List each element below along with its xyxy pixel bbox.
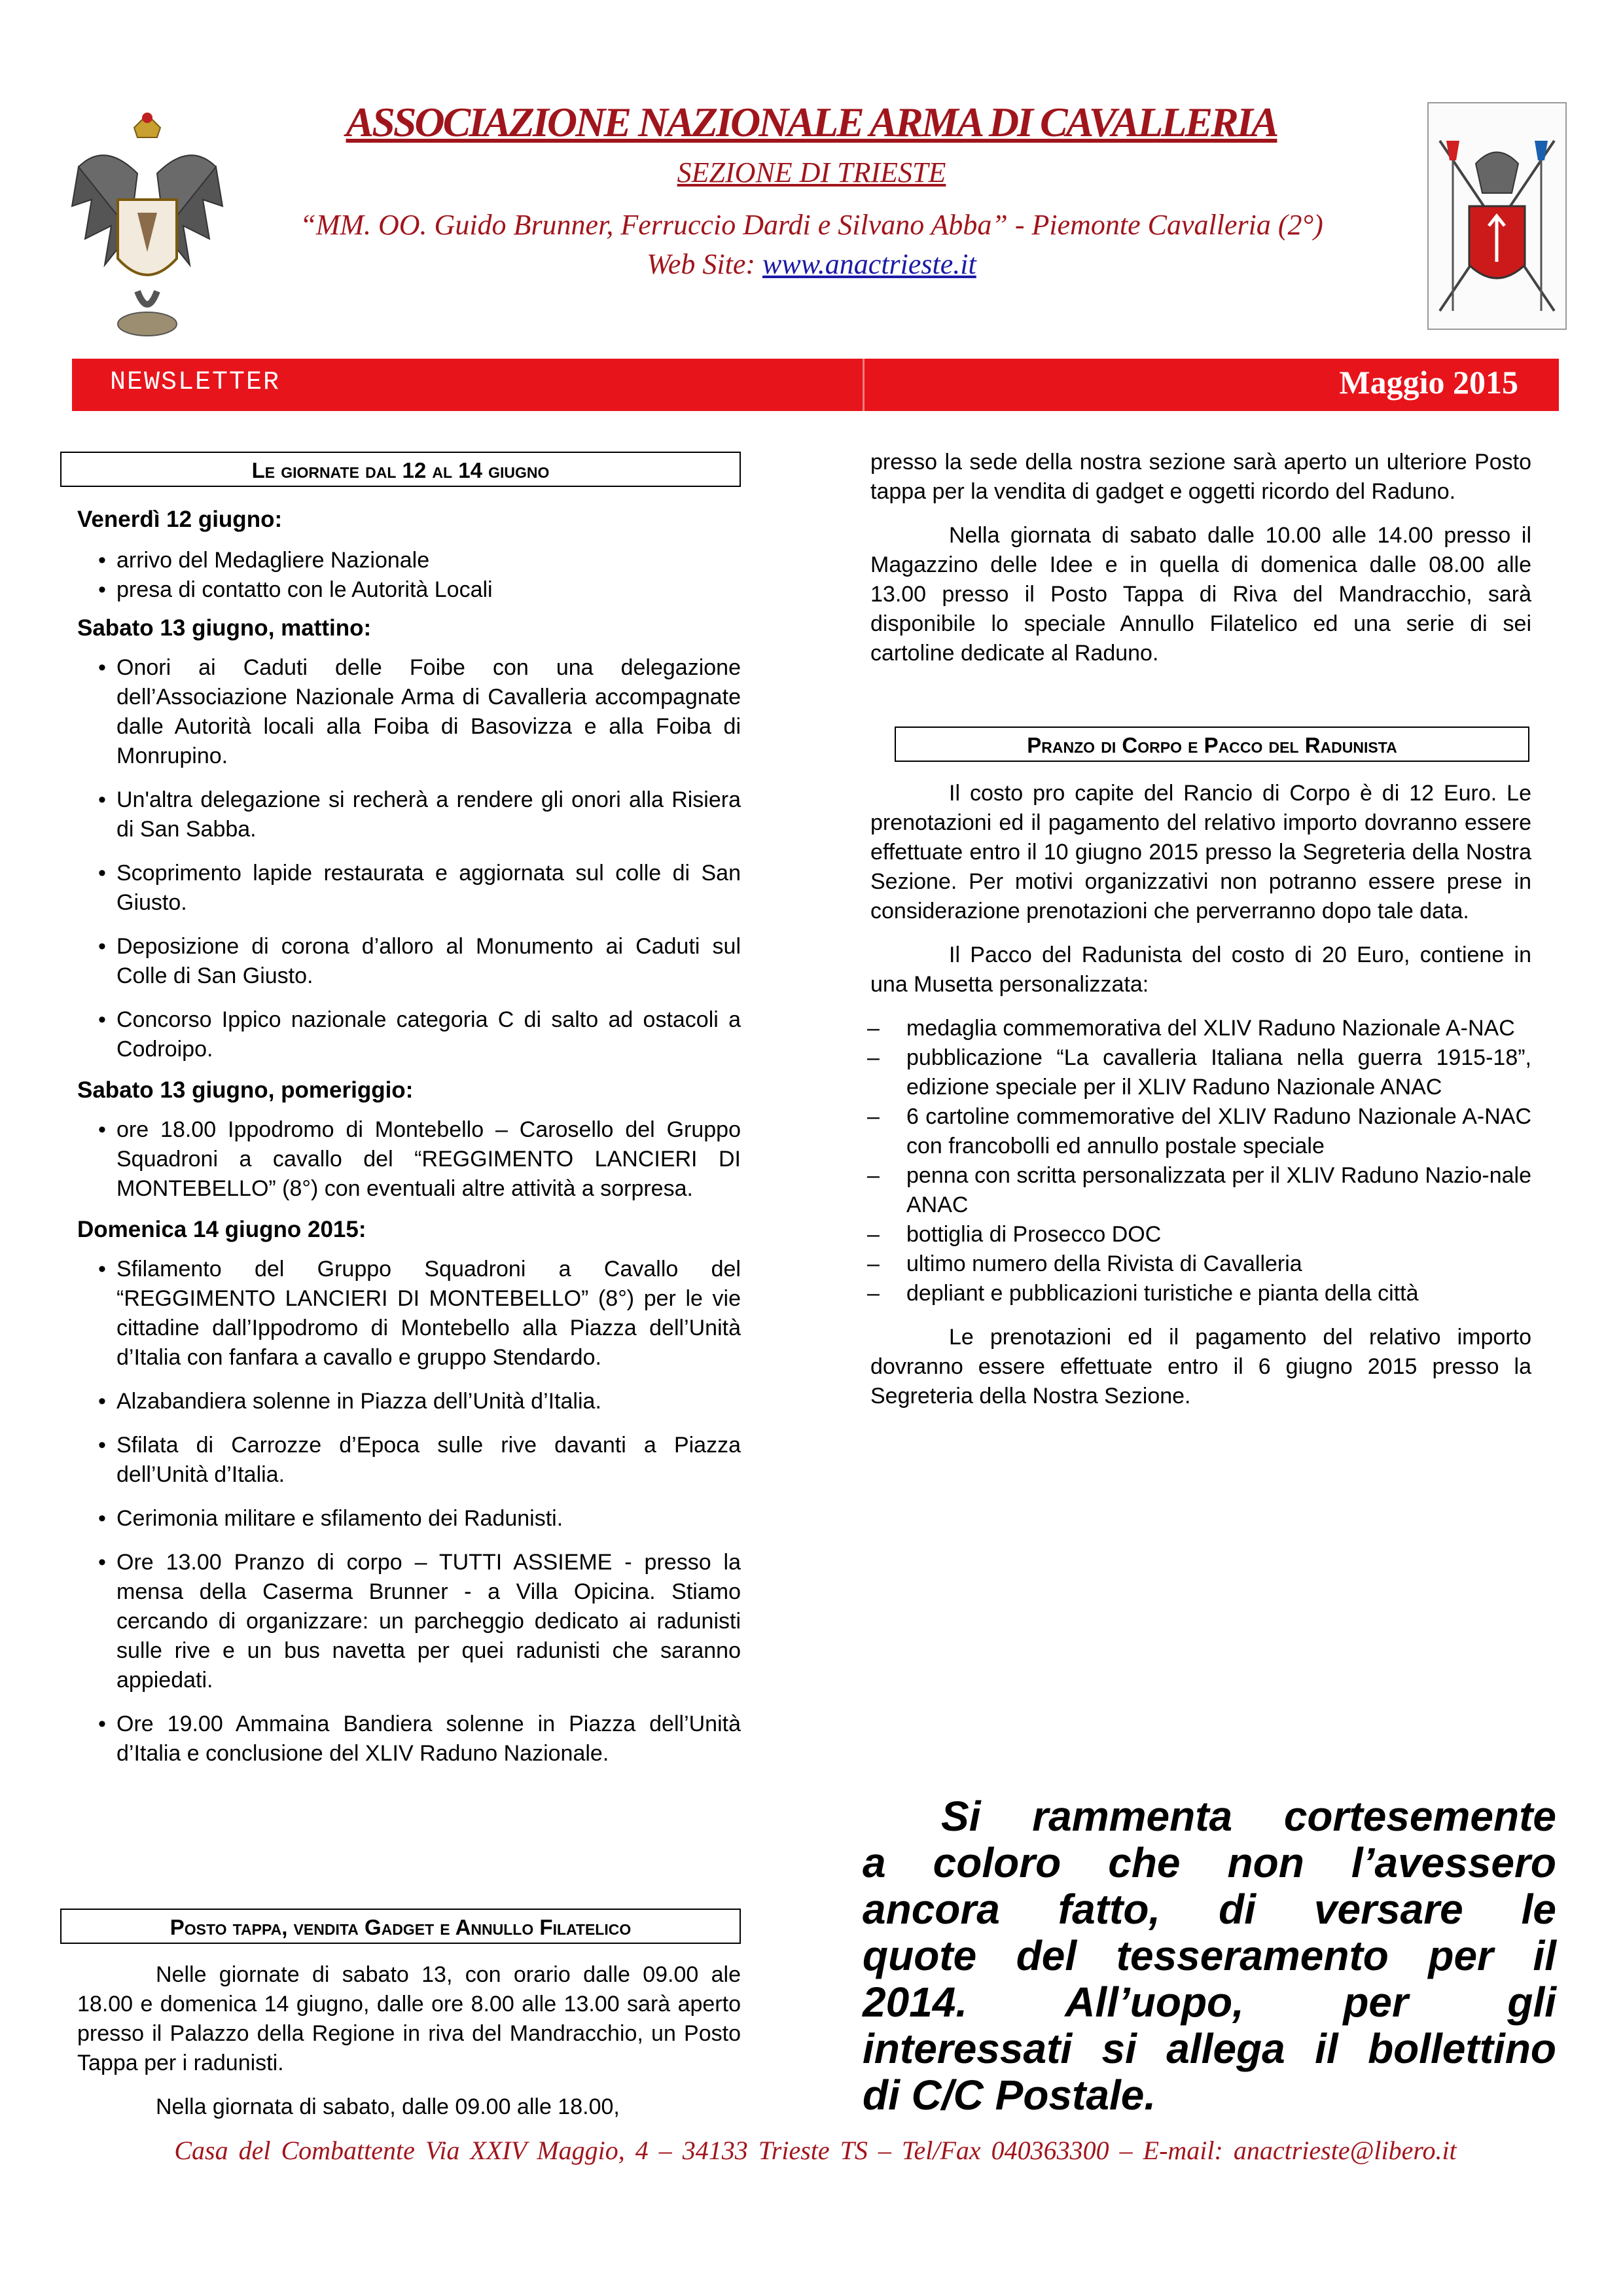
membership-reminder xyxy=(863,1793,1556,2119)
website-line xyxy=(262,247,1361,281)
section-title-pranzo: Pranzo di Corpo e Pacco del Radunista xyxy=(895,726,1529,762)
reminder-line: Si rammenta cortesemente xyxy=(941,1793,1556,1840)
reminder-line: ancora fatto, di versare le xyxy=(863,1886,1556,1933)
paragraph: Il costo pro capite del Rancio di Corpo è di 12 Euro. Le prenotazioni ed il pagamento del relativo importo dovranno essere effettuate entro il 10 giugno 2015 presso la Segreteria della Nostra Sezione. Per motivi organizzativi non potranno essere prese in considerazione prenotazioni che perverranno dopo tale data. xyxy=(870,781,1531,924)
right-column-body xyxy=(870,779,1531,1411)
list-item: • Cerimonia militare e sfilamento dei Radunisti. xyxy=(77,1504,741,1534)
pack-contents-list xyxy=(867,1014,1531,1308)
list-item: – pubblicazione “La cavalleria Italiana nella guerra 1915-18”, edizione speciale per il XLIV Raduno Nazionale ANAC xyxy=(867,1043,1531,1102)
paragraph: presso la sede della nostra sezione sarà aperto un ulteriore Posto tappa per la vendita di gadget e oggetti ricordo del Raduno. xyxy=(870,450,1531,504)
reminder-line: a coloro che non l’avessero xyxy=(863,1839,1556,1886)
list-item: – bottiglia di Prosecco DOC xyxy=(867,1220,1531,1249)
list-item: • ore 18.00 Ippodromo di Montebello – Carosello del Gruppo Squadroni a cavallo del “REGGIMENTO LANCIERI DI MONTEBELLO” (8°) con eventuali altre attività a sorpresa. xyxy=(77,1115,741,1204)
reminder-line: quote del tesseramento per il xyxy=(863,1932,1556,1979)
list-item: – penna con scritta personalizzata per il XLIV Raduno Nazio-nale ANAC xyxy=(867,1161,1531,1220)
section-title-days: Le giornate dal 12 al 14 giugno xyxy=(60,452,741,487)
paragraph: Il Pacco del Radunista del costo di 20 Euro, contiene in una Musetta personalizzata: xyxy=(870,942,1531,997)
list-item: • Un'altra delegazione si recherà a rendere gli onori alla Risiera di San Sabba. xyxy=(77,785,741,844)
list-item: • Scoprimento lapide restaurata e aggiornata sul colle di San Giusto. xyxy=(77,859,741,918)
saturday-morning-list xyxy=(77,653,741,1064)
list-item: • Deposizione di corona d’alloro al Monumento ai Caduti sul Colle di San Giusto. xyxy=(77,932,741,991)
saturday-afternoon-list xyxy=(77,1115,741,1204)
day-heading-friday: Venerdì 12 giugno: xyxy=(77,507,283,532)
reminder-line: interessati si allega il bollettino xyxy=(863,2025,1556,2072)
left-column xyxy=(77,504,741,1768)
footer-contact: Casa del Combattente Via XXIV Maggio, 4 – 34133 Trieste TS – Tel/Fax 040363300 – E-mail: anactrieste@libero.it xyxy=(174,2136,1457,2165)
sunday-list xyxy=(77,1255,741,1768)
right-column-top xyxy=(870,448,1531,668)
list-item: • Sfilata di Carrozze d’Epoca sulle rive davanti a Piazza dell’Unità d’Italia. xyxy=(77,1431,741,1490)
list-item: • Ore 13.00 Pranzo di corpo – TUTTI ASSIEME - presso la mensa della Caserma Brunner - a Villa Opicina. Stiamo cercando di organizzare: un parcheggio dedicato ai radunisti sulle rive e un bus navetta per quei radunisti che saranno appiedati. xyxy=(77,1548,741,1695)
coat-of-arms-left xyxy=(65,101,229,340)
association-title: ASSOCIAZIONE NAZIONALE ARMA DI CAVALLERIA xyxy=(346,99,1277,145)
list-item: – depliant e pubblicazioni turistiche e pianta della città xyxy=(867,1279,1531,1308)
list-item: • arrivo del Medagliere Nazionale xyxy=(77,546,741,575)
list-item: – ultimo numero della Rivista di Cavalleria xyxy=(867,1249,1531,1279)
section-title-posto-tappa: Posto tappa, vendita Gadget e Annullo Filatelico xyxy=(60,1909,741,1944)
newsletter-banner xyxy=(72,359,1559,411)
section-emblem-right xyxy=(1427,101,1567,331)
list-item: • Sfilamento del Gruppo Squadroni a Cavallo del “REGGIMENTO LANCIERI DI MONTEBELLO” (8°) per le vie cittadine dall’Ippodromo di Montebello alla Piazza dell’Unità d’Italia con fanfara a cavallo e gruppo Stendardo. xyxy=(77,1255,741,1372)
issue-date: Maggio 2015 xyxy=(1339,364,1518,401)
reminder-line: di C/C Postale. xyxy=(863,2072,1156,2119)
day-heading-saturday-afternoon: Sabato 13 giugno, pomeriggio: xyxy=(77,1077,414,1103)
reminder-line: 2014. All’uopo, per gli xyxy=(863,1979,1556,2026)
list-item: • Concorso Ippico nazionale categoria C di salto ad ostacoli a Codroipo. xyxy=(77,1005,741,1064)
list-item: • presa di contatto con le Autorità Locali xyxy=(77,575,741,605)
posto-tappa-text xyxy=(77,1960,741,2122)
paragraph: Nella giornata di sabato, dalle 09.00 alle 18.00, xyxy=(156,2094,620,2119)
day-heading-sunday: Domenica 14 giugno 2015: xyxy=(77,1217,366,1242)
list-item: • Onori ai Caduti delle Foibe con una delegazione dell’Associazione Nazionale Arma di Cavalleria accompagnate dalle Autorità locali alla Foiba di Basovizza e alla Foiba di Monrupino. xyxy=(77,653,741,771)
paragraph: Nelle giornate di sabato 13, con orario dalle 09.00 ale 18.00 e domenica 14 giugno, dalle ore 8.00 alle 13.00 sarà aperto presso il Palazzo della Regione in riva del Mandracchio, un Posto Tappa per i radunisti. xyxy=(77,1962,741,2075)
list-item: • Alzabandiera solenne in Piazza dell’Unità d’Italia. xyxy=(77,1387,741,1416)
website-label: Web Site: xyxy=(647,248,763,280)
section-subtitle: SEZIONE DI TRIESTE xyxy=(677,156,946,188)
list-item: • Ore 19.00 Ammaina Bandiera solenne in Piazza dell’Unità d’Italia e conclusione del XLIV Raduno Nazionale. xyxy=(77,1710,741,1768)
paragraph: Nella giornata di sabato dalle 10.00 alle 14.00 presso il Magazzino delle Idee e in quella di domenica dalle 08.00 alle 13.00 presso il Posto Tappa di Riva del Mandracchio, sarà disponibile lo speciale Annullo Filatelico ed una serie di sei cartoline dedicate al Raduno. xyxy=(870,523,1531,666)
banner-divider xyxy=(863,359,865,411)
newsletter-label: NEWSLETTER xyxy=(110,368,281,397)
paragraph: Le prenotazioni ed il pagamento del relativo importo dovranno essere effettuate entro il 6 giugno 2015 presso la Segreteria della Nostra Sezione. xyxy=(870,1325,1531,1408)
day-heading-saturday-morning: Sabato 13 giugno, mattino: xyxy=(77,615,372,641)
list-item: – medaglia commemorativa del XLIV Raduno Nazionale A-NAC xyxy=(867,1014,1531,1043)
friday-list xyxy=(77,546,741,605)
website-link[interactable]: www.anactrieste.it xyxy=(762,248,976,280)
dedication-line: “MM. OO. Guido Brunner, Ferruccio Dardi e Silvano Abba” - Piemonte Cavalleria (2°) xyxy=(300,209,1323,241)
list-item: – 6 cartoline commemorative del XLIV Raduno Nazionale A-NAC con francobolli ed annullo postale speciale xyxy=(867,1102,1531,1161)
